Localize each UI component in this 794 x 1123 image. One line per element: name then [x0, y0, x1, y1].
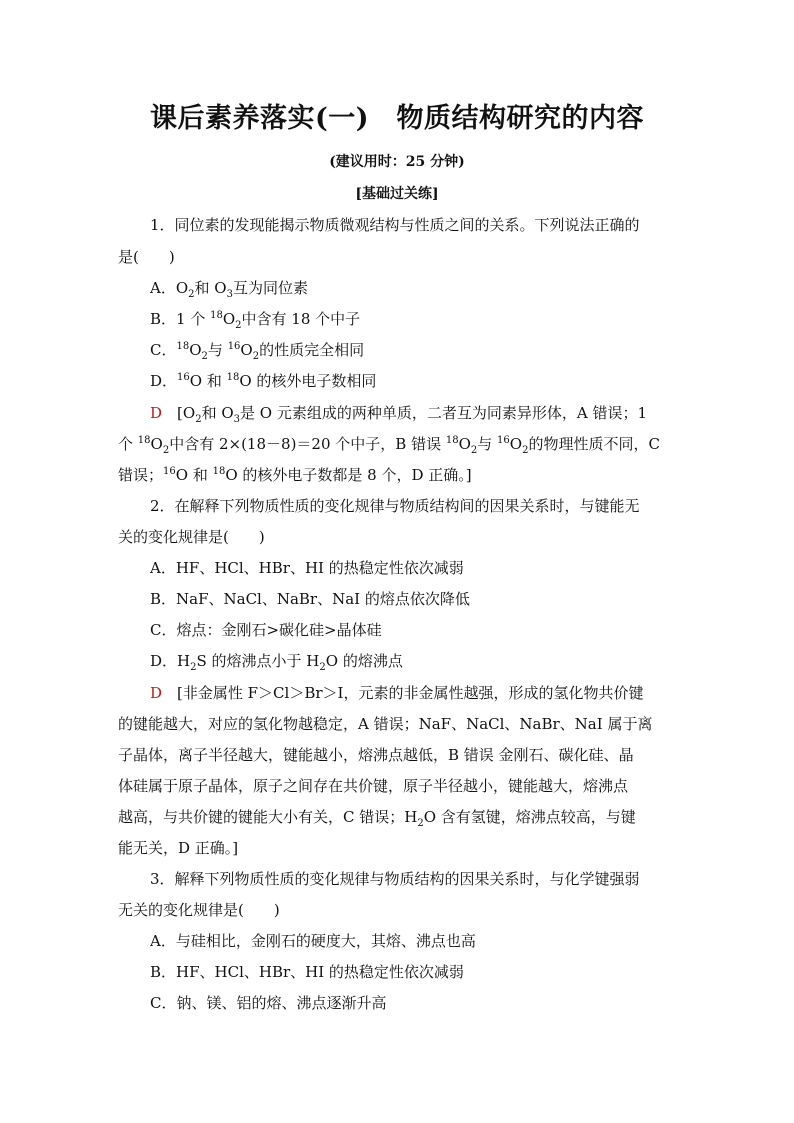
q2-explanation-line5: 越高，与共价键的键能大小有关，C 错误；$H_2O$ 含有氢键，熔沸点较高，与键	[118, 808, 636, 827]
section-heading: [基础过关练]	[355, 186, 439, 202]
q1-answer: D	[150, 404, 163, 422]
q3-option-c: C．钠、镁、铝的熔、沸点逐渐升高	[150, 994, 387, 1012]
q1-stem-line2: 是( )	[118, 248, 175, 266]
q2-option-b: B．NaF、NaCl、NaBr、NaI 的熔点依次降低	[150, 590, 470, 608]
q3-stem-line1: 3．解释下列物质性质的变化规律与物质结构的因果关系时，与化学键强弱	[150, 870, 640, 888]
q2-option-c: C．熔点：金刚石>碳化硅>晶体硅	[150, 621, 382, 639]
q1-option-a: A．$O_2$和 $O_3$互为同位素	[150, 279, 308, 298]
q1-option-b: B．1 个 $^{18}O_2$中含有 18 个中子	[150, 310, 361, 329]
q2-explanation-line4: 体硅属于原子晶体，原子之间存在共价键，原子半径越小，键能越大，熔沸点	[118, 777, 629, 795]
q2-answer: D	[150, 684, 163, 702]
q1-explanation-line1: D [$O_2$和 $O_3$是 O 元素组成的两种单质，二者互为同素异形体，A 错误；1	[150, 404, 647, 423]
q2-stem-line2: 关的变化规律是( )	[118, 528, 265, 546]
q3-stem-line2: 无关的变化规律是( )	[118, 901, 280, 919]
time-hint: (建议用时：25 分钟)	[329, 154, 465, 170]
q3-option-b: B．HF、HCl、HBr、HI 的热稳定性依次减弱	[150, 963, 464, 981]
page-title: 课后素养落实(一) 物质结构研究的内容	[149, 103, 645, 134]
q1-stem-line1: 1．同位素的发现能揭示物质微观结构与性质之间的关系。下列说法正确的	[150, 216, 640, 234]
q1-explanation-line2: 个 $^{18}O_2$中含有 2×(18－8)＝20 个中子，B 错误 $^{18}O_2$与 $^{16}O_2$的物理性质不同，C	[118, 435, 660, 454]
q1-explanation-line3: 错误；$^{16}$O 和 $^{18}$O 的核外电子数都是 8 个，D 正确。]	[118, 466, 472, 484]
q2-stem-line1: 2．在解释下列物质性质的变化规律与物质结构间的因果关系时，与键能无	[150, 497, 640, 515]
q1-option-c: C．$^{18}O_2$与 $^{16}O_2$的性质完全相同	[150, 341, 365, 360]
q2-explanation-line3: 子晶体，离子半径越大，键能越小，熔沸点越低，B 错误 金刚石、碳化硅、晶	[118, 746, 634, 764]
q3-option-a: A．与硅相比，金刚石的硬度大，其熔、沸点也高	[150, 932, 476, 950]
q2-option-d: D．$H_2S$ 的熔沸点小于 $H_2O$ 的熔沸点	[150, 652, 403, 671]
q2-explanation-line2: 的键能越大，对应的氢化物越稳定，A 错误；NaF、NaCl、NaBr、NaI 属于离	[118, 715, 653, 733]
q1-option-d: D．$^{16}$O 和 $^{18}$O 的核外电子数相同	[150, 372, 377, 390]
q2-explanation-line6: 能无关，D 正确。]	[118, 839, 239, 857]
q2-explanation-line1: D [非金属性 F＞Cl＞Br＞I，元素的非金属性越强，形成的氢化物共价键	[150, 684, 644, 702]
q2-option-a: A．HF、HCl、HBr、HI 的热稳定性依次减弱	[150, 559, 464, 577]
